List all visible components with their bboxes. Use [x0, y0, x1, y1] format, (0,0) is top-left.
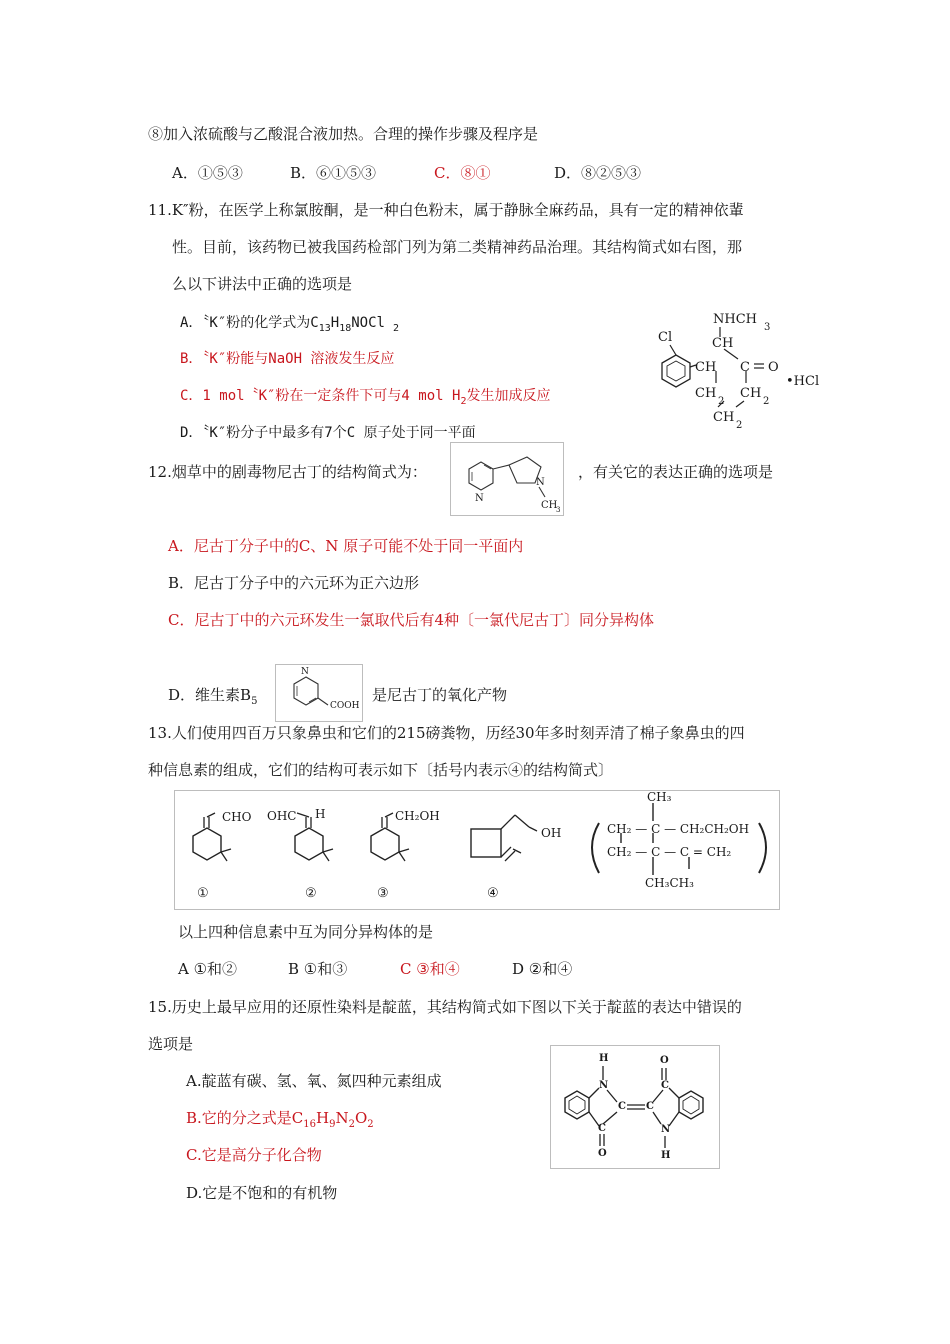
ketamine-ch2-right: CH [740, 386, 762, 401]
q15-option-a: A.靛蓝有碳、氢、氧、氮四种元素组成 [186, 1072, 442, 1090]
q11-line3: 么以下讲法中正确的选项是 [172, 275, 353, 293]
q12-option-d-pre: D．维生素$B_5$ [168, 686, 258, 707]
q12-stem-post: ，有关它的表达正确的选项是 [578, 463, 774, 481]
indigo-structure [551, 1046, 719, 1168]
pheromone-figure: CHO OHC H CH₂OH OH ① ② ③ ④ CH₃ CH₂ — C — CH₂CH₂OH CH₂ — C — C = CH₂ CH₃CH₃ [174, 790, 780, 910]
q13-option-c: C ③和④ [400, 960, 460, 978]
vitamin-b5-structure [276, 665, 362, 721]
ketamine-nhch: NHCH [713, 312, 757, 327]
q12-option-d-post: 是尼古丁的氧化产物 [372, 686, 508, 704]
ketamine-o: O [768, 360, 779, 375]
q10-option-b: B．⑥①⑤③ [290, 164, 377, 182]
indigo-structure-box: H O N C C C C N O H [550, 1045, 720, 1169]
ketamine-hcl: •HCl [786, 374, 820, 389]
q13-option-a: A ①和② [178, 960, 238, 978]
q12-option-b: B．尼古丁分子中的六元环为正六边形 [168, 574, 420, 592]
text-line-prev: ⑧加入浓硫酸与乙酸混合液加热。合理的操作步骤及程序是 [148, 125, 539, 143]
q12-stem-pre: 12.烟草中的剧毒物尼古丁的结构简式为： [148, 463, 427, 481]
q13-line2: 种信息素的组成，它们的结构可表示如下〔括号内表示④的结构简式〕 [148, 761, 614, 779]
ketamine-ch-left: CH [695, 360, 717, 375]
q11-option-a: A．〝K″粉的化学式为$C_{13}H_{18}NOCl$ $_2$ [180, 315, 399, 334]
ketamine-ch2-bottom: CH [713, 410, 735, 425]
q15-line1: 15.历史上最早应用的还原性染料是靛蓝，其结构简式如下图以下关于靛蓝的表达中错误的 [148, 998, 742, 1016]
q15-line2: 选项是 [148, 1035, 194, 1053]
q13-option-d: D ②和④ [512, 960, 573, 978]
q11-option-d: D．〝K″粉分子中最多有7个C 原子处于同一平面 [180, 425, 476, 441]
q11-option-c: C．1 mol〝K″粉在一定条件下可与4 mol $H_2$发生加成反应 [180, 388, 551, 407]
ketamine-ch-top: CH [712, 336, 734, 351]
q10-option-d: D．⑧②⑤③ [554, 164, 642, 182]
q11-line2: 性。目前，该药物已被我国药检部门列为第二类精神药品治理。其结构简式如右图，那 [172, 238, 743, 256]
q13-option-b: B ①和③ [288, 960, 348, 978]
q12-option-a: A．尼古丁分子中的C、N 原子可能不处于同一平面内 [168, 537, 524, 555]
q13-line1: 13.人们使用四百万只象鼻虫和它们的215磅粪物，历经30年多时刻弄清了棉子象鼻虫的四 [148, 724, 745, 742]
q10-option-a: A．①⑤③ [172, 164, 243, 182]
q15-option-c: C.它是高分子化合物 [186, 1146, 322, 1164]
q11-option-b: B．〝K″粉能与NaOH 溶液发生反应 [180, 351, 395, 367]
vitamin-b5-structure-box [275, 664, 363, 722]
q10-option-c: C．⑧① [434, 164, 491, 182]
ketamine-cl: Cl [658, 330, 673, 345]
q15-option-b: B.它的分之式是$C_{16}H_9N_2O_2$ [186, 1109, 374, 1130]
ketamine-ch2-left: CH [695, 386, 717, 401]
ketamine-c: C [740, 360, 750, 375]
q13-question: 以上四种信息素中互为同分异构体的是 [178, 923, 434, 941]
q12-option-c: C．尼古丁中的六元环发生一氯取代后有4种〔一氯代尼古丁〕同分异构体 [168, 611, 655, 629]
q11-line1: 11.K″粉，在医学上称氯胺酮，是一种白色粉末，属于静脉全麻药品，具有一定的精神依輩 [148, 201, 744, 219]
q15-option-d: D.它是不饱和的有机物 [186, 1184, 338, 1202]
